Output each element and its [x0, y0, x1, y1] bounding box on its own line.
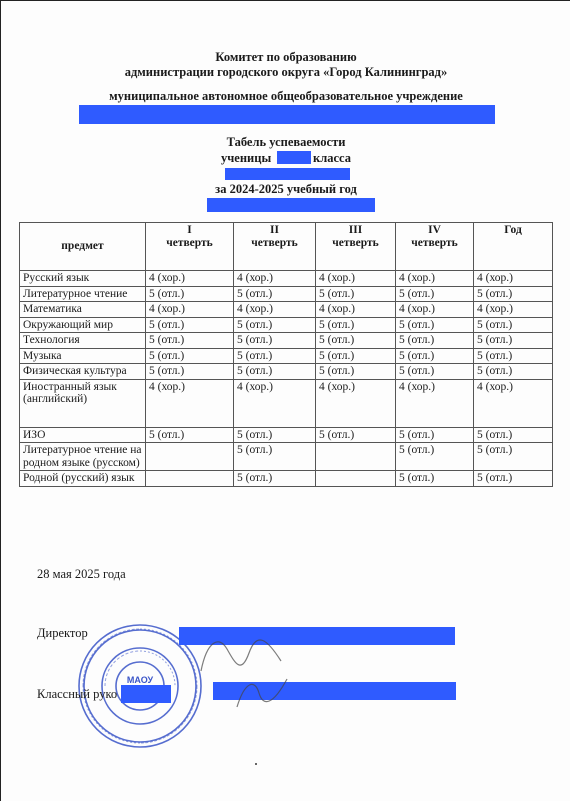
class-label: класса [313, 151, 351, 165]
grade-cell: 4 (хор.) [316, 271, 396, 287]
subject-cell: Математика [20, 302, 146, 318]
grade-cell: 5 (отл.) [474, 317, 553, 333]
grades-table [19, 222, 553, 487]
grade-cell: 5 (отл.) [316, 364, 396, 380]
grade-cell [316, 471, 396, 487]
grade-cell: 4 (хор.) [396, 379, 474, 427]
page-mark [255, 763, 257, 765]
document-date: 28 мая 2025 года [37, 567, 126, 581]
grade-cell: 5 (отл.) [146, 364, 234, 380]
table-row [20, 333, 553, 349]
grade-cell: 5 (отл.) [316, 317, 396, 333]
grade-cell: 4 (хор.) [474, 302, 553, 318]
grade-cell: 5 (отл.) [316, 348, 396, 364]
grade-cell: 5 (отл.) [396, 333, 474, 349]
redacted-class-teacher-title [121, 685, 171, 703]
grade-cell: 5 (отл.) [474, 364, 553, 380]
grade-cell: 5 (отл.) [234, 317, 316, 333]
table-row [20, 348, 553, 364]
grade-cell [146, 443, 234, 471]
table-row [20, 317, 553, 333]
grade-cell: 5 (отл.) [396, 427, 474, 443]
grade-cell: 5 (отл.) [396, 348, 474, 364]
grade-cell [316, 443, 396, 471]
class-teacher-label: Классный руко [37, 687, 118, 701]
grade-cell: 5 (отл.) [146, 286, 234, 302]
column-header: Год [474, 223, 553, 271]
director-label: Директор [37, 626, 88, 640]
grade-cell: 5 (отл.) [316, 427, 396, 443]
grade-cell: 5 (отл.) [146, 348, 234, 364]
subject-cell: Литературное чтение [20, 286, 146, 302]
grade-cell: 5 (отл.) [474, 333, 553, 349]
grade-cell: 5 (отл.) [396, 286, 474, 302]
stamp-text-1: МАОУ [126, 675, 154, 685]
student-label: ученицы [221, 151, 272, 165]
grade-cell: 5 (отл.) [234, 286, 316, 302]
grade-cell: 5 (отл.) [234, 427, 316, 443]
grade-cell: 4 (хор.) [146, 271, 234, 287]
table-row [20, 427, 553, 443]
redacted-school-name [79, 105, 495, 124]
grade-cell: 5 (отл.) [234, 471, 316, 487]
grade-cell: 5 (отл.) [396, 317, 474, 333]
subject-cell: Физическая культура [20, 364, 146, 380]
grade-cell: 4 (хор.) [316, 379, 396, 427]
school-year: за 2024-2025 учебный год [215, 182, 357, 196]
grade-cell: 4 (хор.) [474, 271, 553, 287]
subject-cell: Технология [20, 333, 146, 349]
grade-cell: 5 (отл.) [316, 333, 396, 349]
grade-cell: 5 (отл.) [474, 427, 553, 443]
redacted-class [277, 151, 311, 164]
grade-cell: 5 (отл.) [474, 471, 553, 487]
grade-cell: 4 (хор.) [234, 302, 316, 318]
grade-cell: 5 (отл.) [234, 443, 316, 471]
column-header: IV четверть [396, 223, 474, 271]
subject-cell: Иностранный язык (английский) [20, 379, 146, 427]
grade-cell: 5 (отл.) [474, 286, 553, 302]
grade-cell: 5 (отл.) [396, 364, 474, 380]
column-header: II четверть [234, 223, 316, 271]
grade-cell: 4 (хор.) [474, 379, 553, 427]
column-header: III четверть [316, 223, 396, 271]
header-institution-type: муниципальное автономное общеобразовательное учреждение [109, 89, 463, 103]
header-administration: администрации городского округа «Город Калининград» [124, 65, 448, 79]
grade-cell: 4 (хор.) [316, 302, 396, 318]
report-title: Табель успеваемости [226, 135, 346, 149]
table-row [20, 379, 553, 427]
table-row [20, 443, 553, 471]
grade-cell: 5 (отл.) [234, 364, 316, 380]
subject-cell: Литературное чтение на родном языке (русском) [20, 443, 146, 471]
grade-cell: 5 (отл.) [474, 348, 553, 364]
grade-cell: 4 (хор.) [234, 271, 316, 287]
grade-cell: 4 (хор.) [146, 302, 234, 318]
subject-cell: Музыка [20, 348, 146, 364]
column-header: предмет [20, 223, 146, 271]
table-row [20, 302, 553, 318]
grade-cell: 5 (отл.) [396, 471, 474, 487]
grade-cell: 4 (хор.) [396, 271, 474, 287]
grade-cell [146, 471, 234, 487]
grade-cell: 5 (отл.) [316, 286, 396, 302]
grade-cell: 5 (отл.) [146, 317, 234, 333]
subject-cell: Родной (русский) язык [20, 471, 146, 487]
subject-cell: Окружающий мир [20, 317, 146, 333]
header-committee: Комитет по образованию [215, 50, 357, 64]
grade-cell: 5 (отл.) [474, 443, 553, 471]
grade-cell: 5 (отл.) [146, 333, 234, 349]
table-row [20, 271, 553, 287]
grade-cell: 4 (хор.) [396, 302, 474, 318]
grade-cell: 4 (хор.) [146, 379, 234, 427]
grade-cell: 5 (отл.) [396, 443, 474, 471]
grade-cell: 5 (отл.) [146, 427, 234, 443]
class-teacher-signature [233, 673, 293, 713]
grade-cell: 4 (хор.) [234, 379, 316, 427]
table-header-row [20, 223, 553, 271]
subject-cell: ИЗО [20, 427, 146, 443]
grade-cell: 5 (отл.) [234, 333, 316, 349]
column-header: I четверть [146, 223, 234, 271]
redacted-student-name-2 [207, 198, 375, 212]
table-row [20, 364, 553, 380]
table-row [20, 471, 553, 487]
table-row [20, 286, 553, 302]
subject-cell: Русский язык [20, 271, 146, 287]
grade-cell: 5 (отл.) [234, 348, 316, 364]
redacted-student-name [225, 168, 350, 180]
